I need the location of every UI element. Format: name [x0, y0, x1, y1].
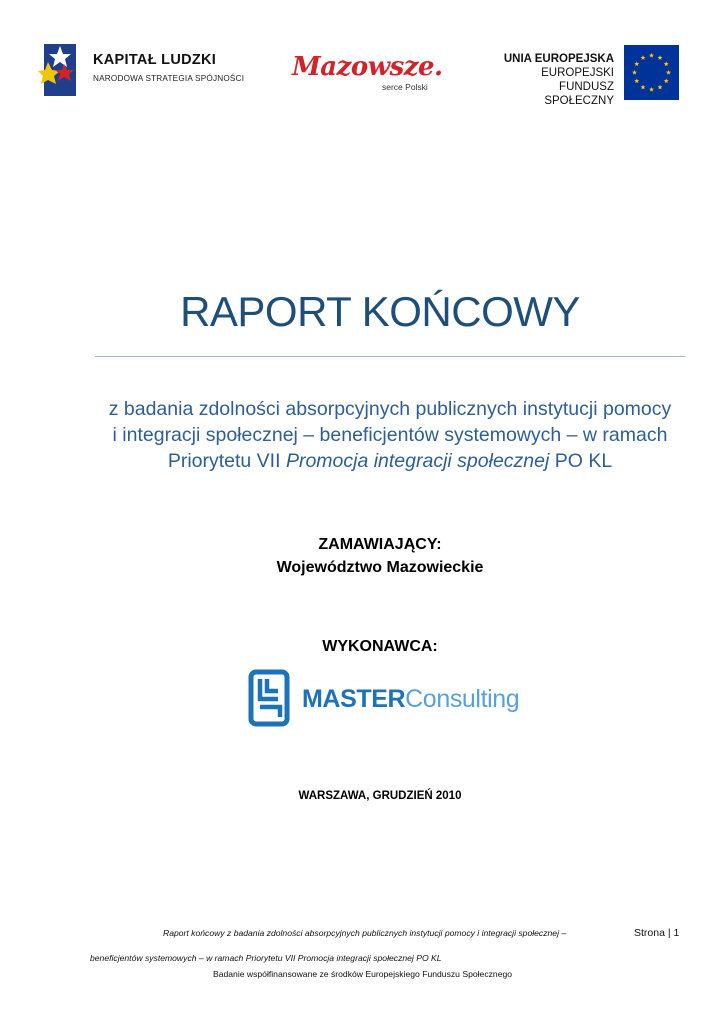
- master-consulting-logo: [248, 669, 520, 731]
- eu-fund-label: [490, 52, 614, 108]
- report-subtitle: [80, 396, 700, 474]
- master-consulting-part-2: Consulting: [405, 685, 520, 713]
- page-number: Strona | 1: [634, 927, 680, 939]
- mazowsze-tagline: serce Polski: [382, 82, 428, 92]
- eu-flag-icon: [624, 45, 679, 100]
- subtitle-line-3: [80, 448, 700, 474]
- eu-line-3: FUNDUSZ SPOŁECZNY: [544, 81, 614, 107]
- page-title: RAPORT KOŃCOWY: [180, 288, 580, 335]
- subtitle-line-3-suffix: PO KL: [549, 450, 613, 472]
- kapital-ludzki-subtitle: NARODOWA STRATEGIA SPÓJNOŚCI: [93, 74, 245, 83]
- kapital-ludzki-title: KAPITAŁ LUDZKI: [93, 52, 217, 68]
- client-name: Województwo Mazowieckie: [276, 559, 484, 576]
- contractor-label: WYKONAWCA:: [322, 638, 438, 655]
- subtitle-line-2: i integracji społecznej – beneficjentów systemowych – w ramach: [112, 424, 668, 446]
- cofinance-note: Badanie współfinansowane ze środków Europejskiego Funduszu Społecznego: [212, 969, 513, 979]
- kapital-ludzki-logo: [38, 40, 258, 100]
- kapital-ludzki-emblem-icon: [38, 40, 80, 98]
- mazowsze-logo: [290, 52, 460, 97]
- place-and-date: WARSZAWA, GRUDZIEŃ 2010: [298, 790, 462, 802]
- title-divider: [95, 356, 685, 357]
- mazowsze-wordmark: Mazowsze.: [292, 52, 443, 82]
- master-consulting-part-1: MASTER: [302, 685, 406, 713]
- eu-line-1: UNIA EUROPEJSKA: [503, 53, 614, 65]
- footer-line-1: Raport końcowy z badania zdolności absorpcyjnych publicznych instytucji pomocy i integracji społecznej –: [163, 928, 567, 938]
- client-label: ZAMAWIAJĄCY:: [318, 536, 442, 553]
- footer-line-2: beneficjentów systemowych – w ramach Priorytetu VII Promocja integracji społecznej PO KL: [90, 953, 442, 963]
- eu-line-2: EUROPEJSKI: [541, 67, 614, 79]
- master-consulting-wordmark: [302, 685, 519, 714]
- master-consulting-emblem-icon: [248, 669, 292, 727]
- subtitle-line-1: z badania zdolności absorpcyjnych publicznych instytucji pomocy: [108, 398, 672, 420]
- subtitle-line-3-italic: Promocja integracji społecznej: [285, 450, 550, 472]
- subtitle-line-3-prefix: Priorytetu VII: [167, 450, 286, 472]
